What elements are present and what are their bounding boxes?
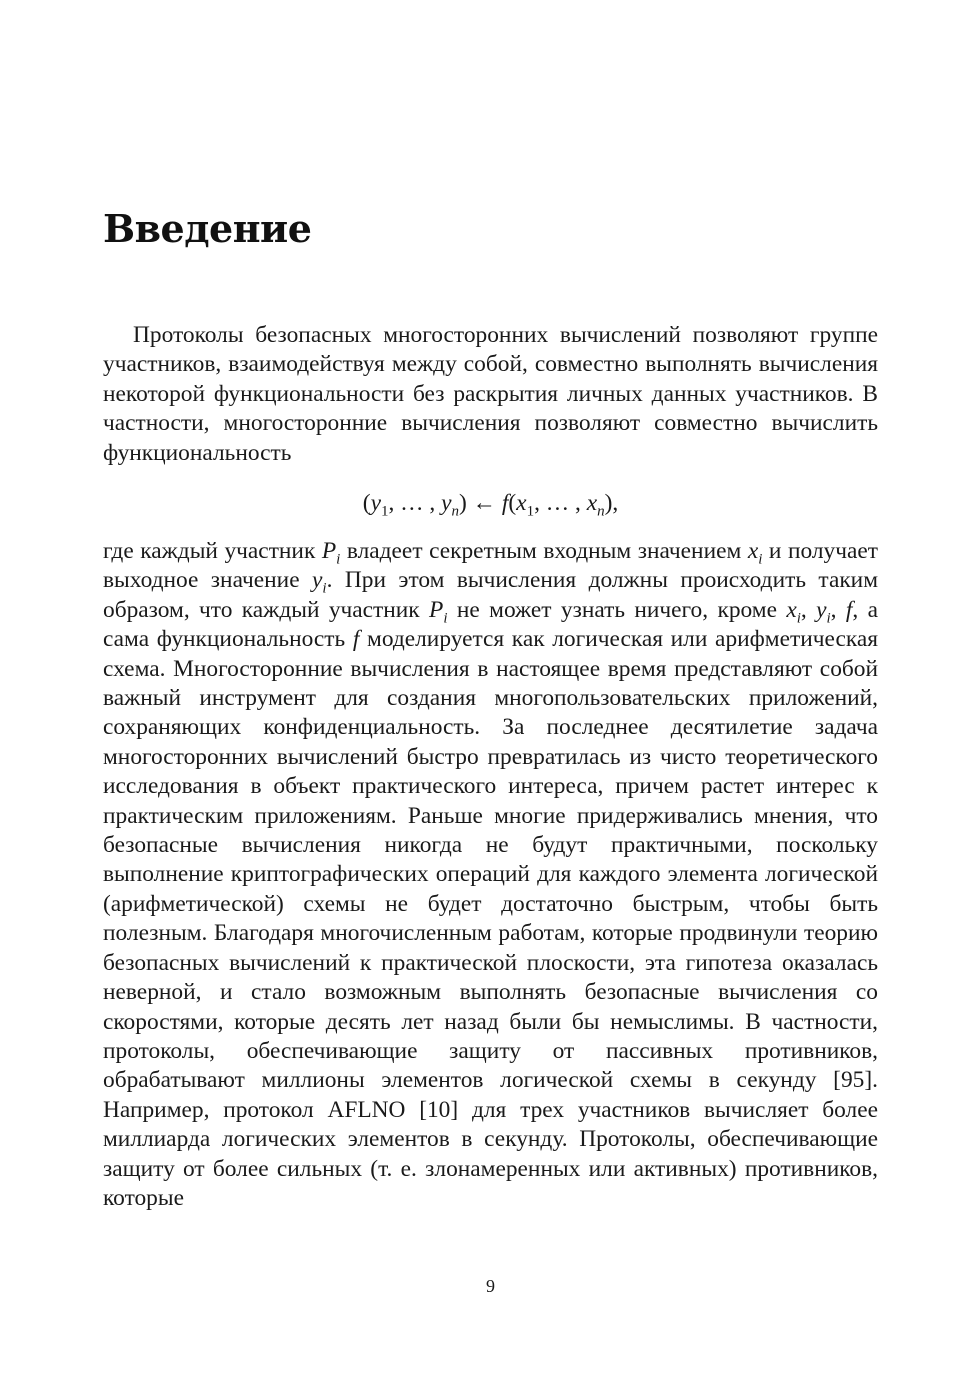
chapter-title: Введение	[103, 206, 312, 251]
formula: ($y_1$, … , $y_n$) ← $f(x_1$, … , $x_n$),	[362, 490, 619, 520]
paragraph-intro: Протоколы безопасных многосторонних вычислений позволяют группе участников, взаимодействуя между собой, совместно выполнять вычисления некоторой функциональности без раскрытия личных данных участников. В частности, многосторонние вычисления позволяют совместно вычислить функциональность	[103, 322, 878, 466]
page-number: 9	[486, 1276, 495, 1296]
document-page	[103, 0, 878, 1386]
paragraph-main: где каждый участник $P_i$ владеет секретным входным значением $x_i$ и получает выходное значение $y_i$. При этом вычисления должны происходить таким образом, что каждый участник $P_i$ не может узнать ничего, кроме $x_i$, $y_i$, f, а сама функциональность f моделируется как логическая или арифметическая схема. Многосторонние вычисления в настоящее время представляют собой важный инструмент для создания многопользовательских приложений, сохраняющих конфиденциальность. За последнее десятилетие задача многосторонних вычислений быстро превратилась из чисто теоретического исследования в объект практического интереса, причем растет интерес к практическим приложениям. Раньше многие придерживались мнения, что безопасные вычисления никогда не будут практичными, поскольку выполнение криптографических операций для каждого элемента логической (арифметической) схемы не будет достаточно быстрым, чтобы быть полезным. Благодаря многочисленным работам, которые продвинули теорию безопасных вычислений к практической плоскости, эта гипотеза оказалась неверной, и стало возможным выполнять безопасные вычисления со скоростями, которые десять лет назад были бы немыслимы. В частности, протоколы, обеспечивающие защиту от пассивных противников, обрабатывают миллионы элементов логической схемы в секунду [95]. Например, протокол AFLNO [10] для трех участников вычисляет более миллиарда логических элементов в секунду. Протоколы, обеспечивающие защиту от более сильных (т. е. злонамеренных или активных) противников, которые	[103, 538, 879, 1211]
